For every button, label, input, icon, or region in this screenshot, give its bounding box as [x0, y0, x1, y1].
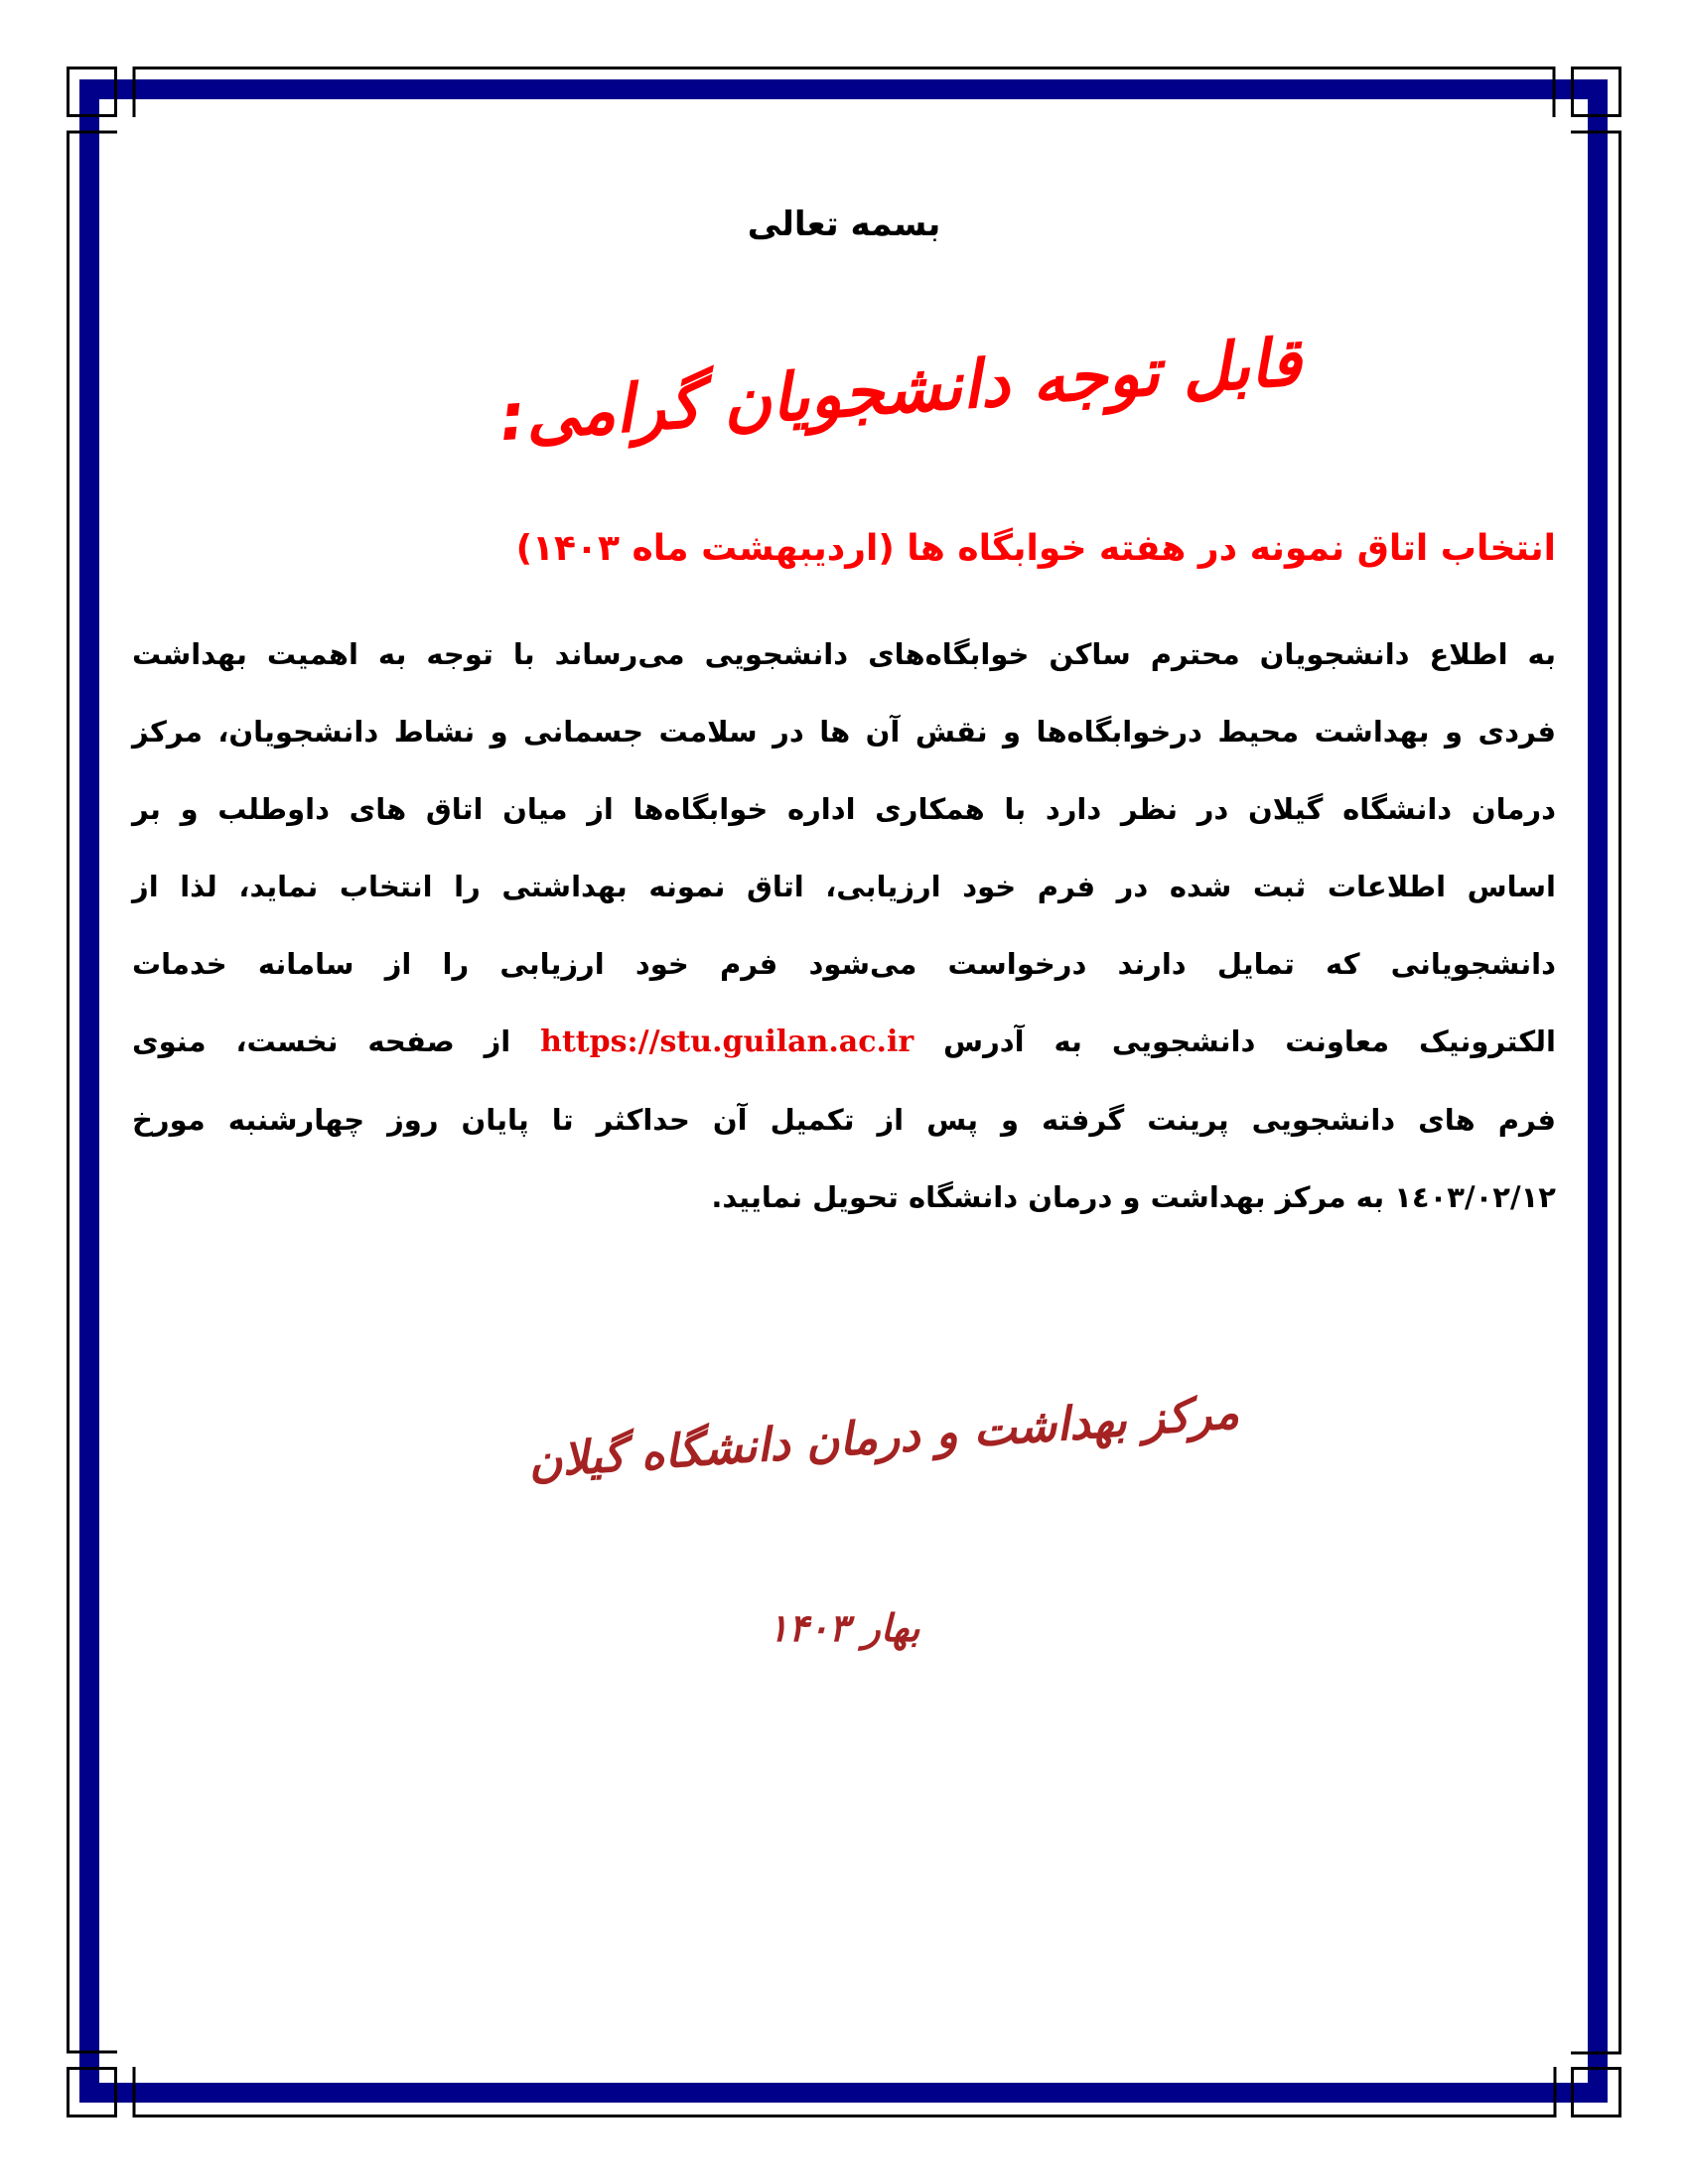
body-line: فرم های دانشجویی پرینت گرفته و پس از تکمیل آن حداکثر تا پایان روز چهارشنبه مورخ — [132, 1103, 1556, 1137]
body-line: ١٤٠٣/٠٢/١٢ به مرکز بهداشت و درمان دانشگاه تحویل نمایید. — [711, 1180, 1556, 1214]
body-line-with-link — [132, 1003, 1556, 1081]
body-line-pre-link: الکترونیک معاونت دانشجویی به آدرس — [943, 1024, 1556, 1058]
body-line: فردی و بهداشت محیط درخوابگاه‌ها و نقش آن ها در سلامت جسمانی و نشاط دانشجویان، مرکز — [132, 715, 1556, 749]
body-line: به اطلاع دانشجویان محترم ساکن خوابگاه‌های دانشجویی می‌رساند با توجه به اهمیت بهداشت — [132, 637, 1556, 671]
body-line: اساس اطلاعات ثبت شده در فرم خود ارزیابی، اتاق نمونه بهداشتی را انتخاب نماید، لذا از — [132, 870, 1556, 903]
notice-heading: انتخاب اتاق نمونه در هفته خوابگاه ها (اردیبهشت ماه ۱۴۰۳) — [515, 528, 1556, 569]
student-portal-link[interactable]: https://stu.guilan.ac.ir — [540, 1024, 914, 1059]
notice-body — [132, 615, 1556, 1236]
bismillah-header: بسمه تعالی — [747, 205, 941, 244]
signature-calligraphy: مرکز بهداشت و درمان دانشگاه گیلان — [526, 1385, 1241, 1488]
salutation-calligraphy: قابل توجه دانشجویان گرامی: — [496, 324, 1304, 457]
body-line-post-link: از صفحه نخست، منوی — [132, 1024, 511, 1058]
body-line: دانشجویانی که تمایل دارند درخواست می‌شود فرم خود ارزیابی را از سامانه خدمات — [132, 947, 1556, 981]
body-line: درمان دانشگاه گیلان در نظر دارد با همکاری اداره خوابگاه‌ها از میان اتاق های داوطلب و بر — [132, 792, 1556, 826]
season-date: بهار ۱۴۰۳ — [768, 1606, 920, 1650]
